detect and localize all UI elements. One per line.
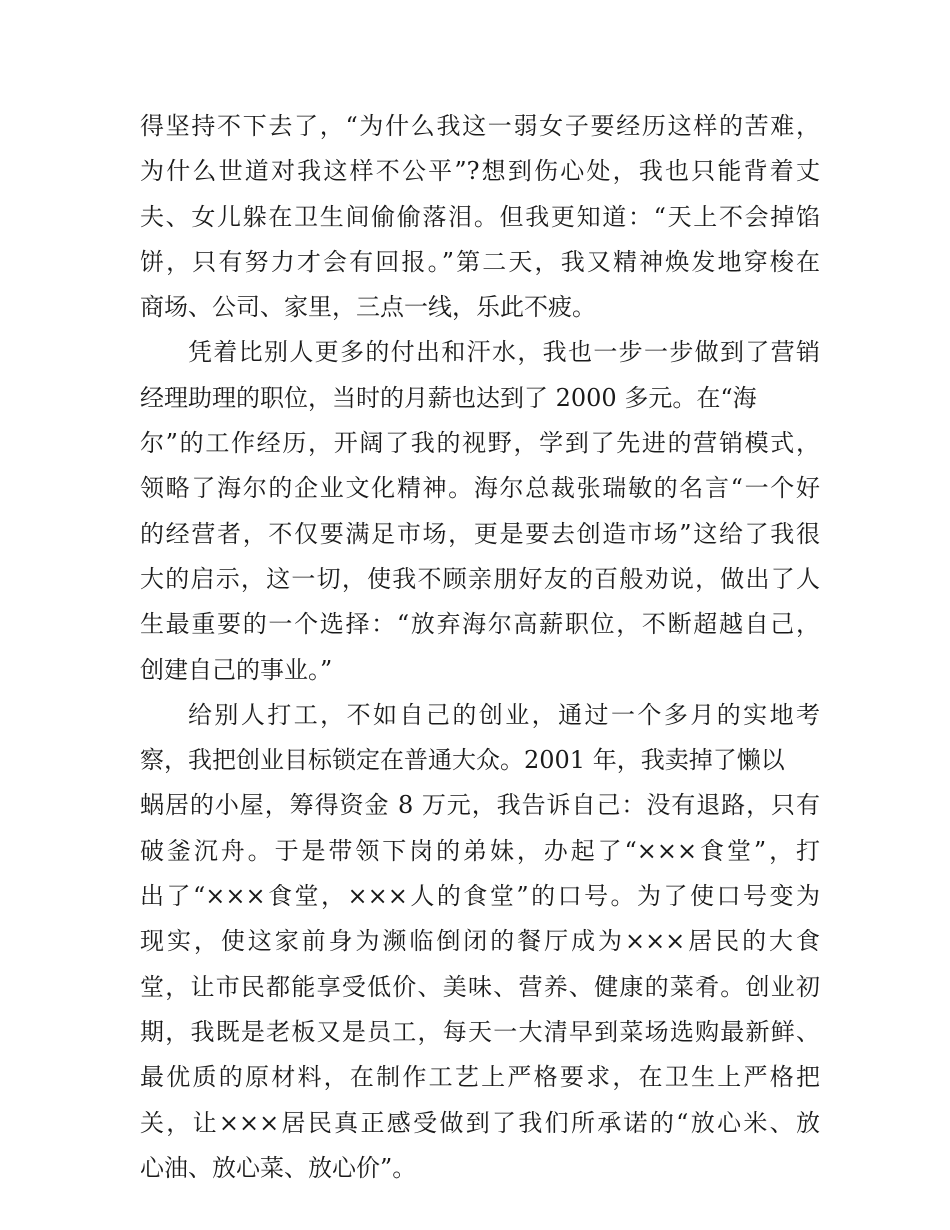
paragraph-line: 心油、放心菜、放心价”。: [140, 1153, 417, 1182]
paragraph-line: 尔”的工作经历，开阔了我的视野，学到了先进的营销模式，: [140, 429, 820, 458]
paragraph-line: 蜗居的小屋，筹得资金 8 万元，我告诉自己：没有退路，只有: [140, 791, 820, 820]
paragraph-line: 察，我把创业目标锁定在普通大众。2001 年，我卖掉了懒以: [140, 746, 785, 775]
paragraph-line: 创建自己的事业。”: [140, 655, 333, 684]
paragraph-line: 出了“×××食堂，×××人的食堂”的口号。为了使口号变为: [140, 882, 820, 911]
paragraph-line: 经理助理的职位，当时的月薪也达到了 2000 多元。在“海: [140, 383, 757, 412]
paragraph-line: 期，我既是老板又是员工，每天一大清早到菜场选购最新鲜、: [140, 1017, 820, 1046]
paragraph-line: 商场、公司、家里，三点一线，乐此不疲。: [140, 293, 596, 322]
paragraph-line: 破釜沉舟。于是带领下岗的弟妹，办起了“×××食堂”，打: [140, 836, 820, 865]
paragraph-line: 得坚持不下去了，“为什么我这一弱女子要经历这样的苦难，: [140, 112, 820, 140]
paragraph-line: 凭着比别人更多的付出和汗水，我也一步一步做到了营销: [188, 338, 820, 367]
paragraph-line: 夫、女儿躲在卫生间偷偷落泪。但我更知道：“天上不会掉馅: [140, 202, 820, 231]
paragraph-line: 大的启示，这一切，使我不顾亲朋好友的百般劝说，做出了人: [140, 564, 820, 593]
paragraph-line: 最优质的原材料，在制作工艺上严格要求，在卫生上严格把: [140, 1063, 820, 1092]
paragraph-line: 给别人打工，不如自己的创业，通过一个多月的实地考: [188, 700, 820, 729]
paragraph-line: 饼，只有努力才会有回报。”第二天，我又精神焕发地穿梭在: [140, 247, 820, 276]
paragraph-line: 的经营者，不仅要满足市场，更是要去创造市场”这给了我很: [140, 519, 820, 548]
paragraph-line: 堂，让市民都能享受低价、美味、营养、健康的菜肴。创业初: [140, 972, 820, 1001]
body-text: [140, 104, 820, 1191]
paragraph-line: 为什么世道对我这样不公平”?想到伤心处，我也只能背着丈: [140, 157, 820, 186]
paragraph-line: 现实，使这家前身为濒临倒闭的餐厅成为×××居民的大食: [140, 927, 820, 956]
paragraph-line: 领略了海尔的企业文化精神。海尔总裁张瑞敏的名言“一个好: [140, 474, 820, 503]
paragraph-line: 生最重要的一个选择：“放弃海尔高薪职位，不断超越自己，: [140, 610, 820, 639]
paragraph-line: 关，让×××居民真正感受做到了我们所承诺的“放心米、放: [140, 1108, 820, 1137]
